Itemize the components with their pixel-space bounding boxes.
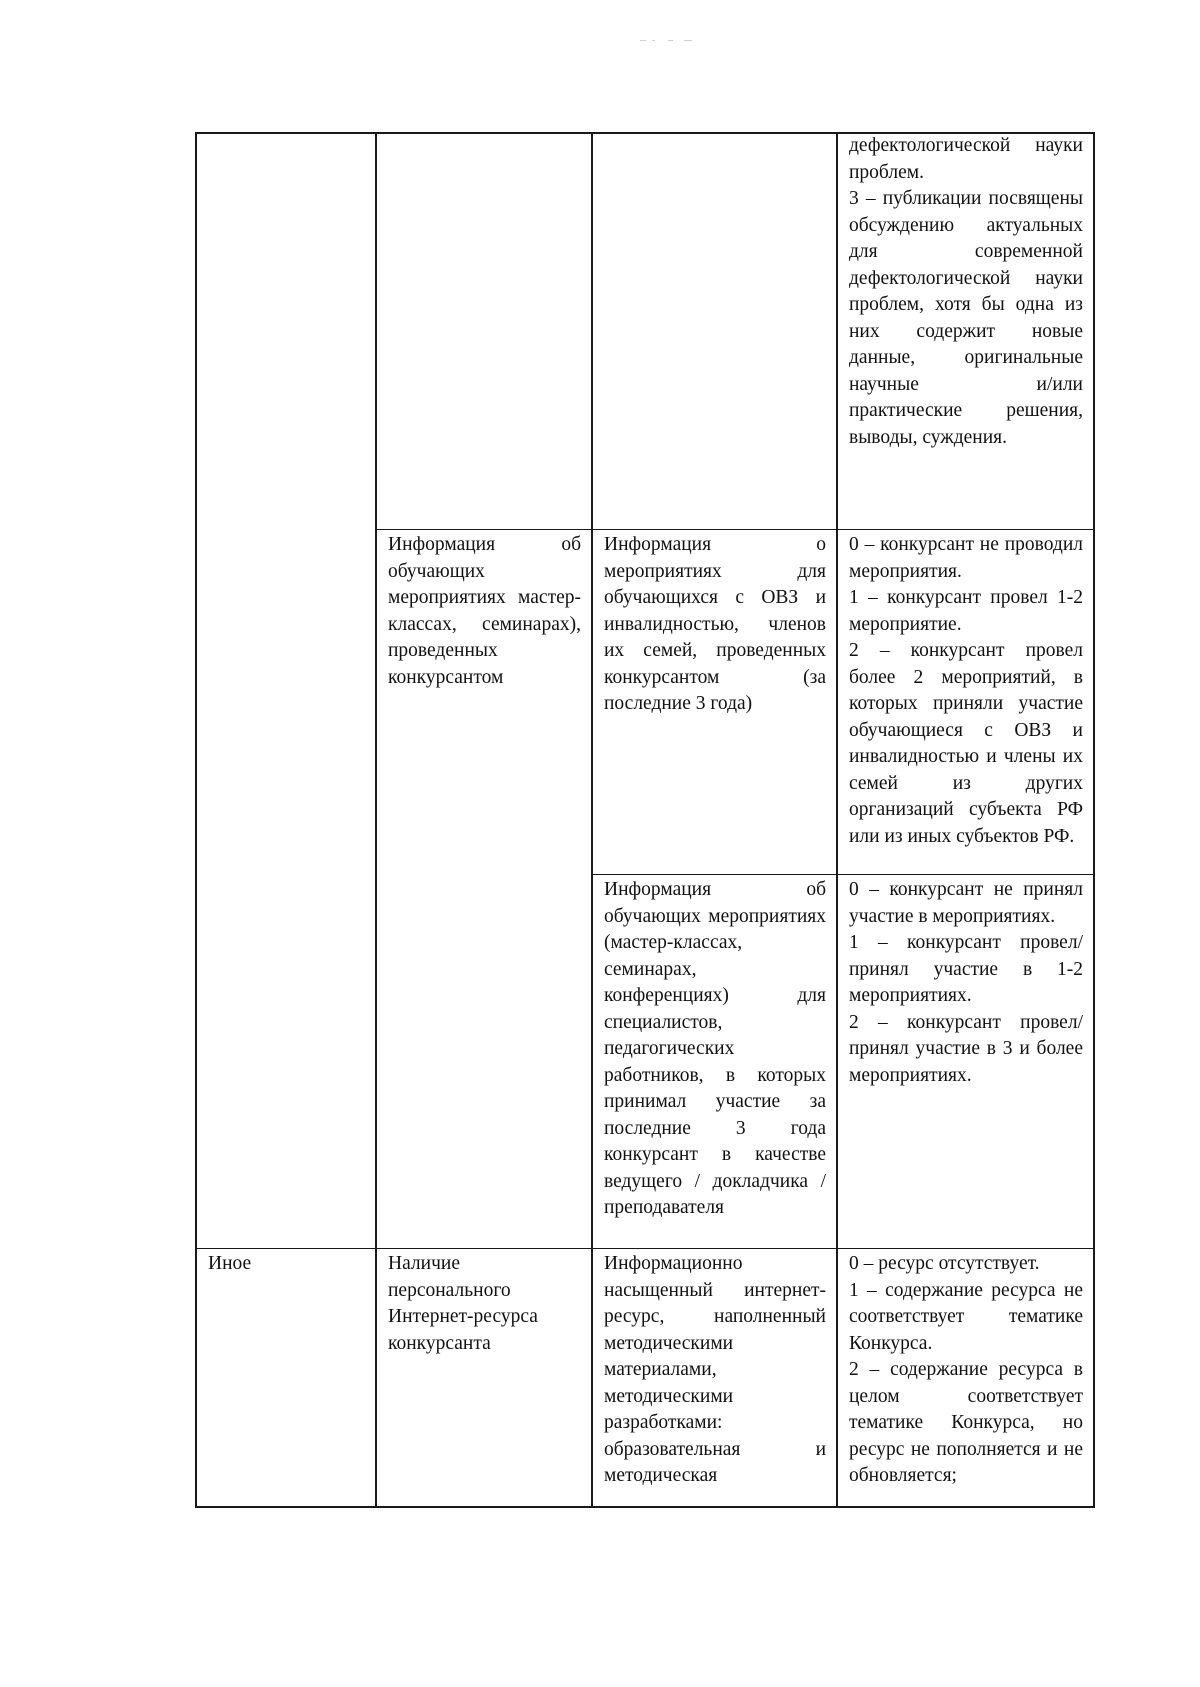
row4-category-text: Иное <box>208 1253 252 1274</box>
row4-indicator-text: Информационно насыщенный интернет-ресурс, наполненный методическими материалами, методическими разработками: образовательная и методическая <box>604 1253 826 1486</box>
row2-criterion-cell <box>377 532 591 691</box>
row4-criterion-cell <box>377 1251 591 1357</box>
row3-score-line-3: 2 – конкурсант провел/ принял участие в 3 и более мероприятиях. <box>849 1011 1083 1086</box>
row3-score-cell <box>838 877 1093 1089</box>
row-divider-2 <box>591 874 1095 875</box>
row4-score-line-1: 0 – ресурс отсутствует. <box>849 1253 1040 1274</box>
row2-indicator-cell <box>593 532 836 718</box>
row4-score-cell <box>838 1251 1093 1490</box>
table-right-border <box>1093 132 1095 1508</box>
row2-score-line-1: 0 – конкурсант не проводил мероприятия. <box>849 534 1083 582</box>
row2-criterion-text: Информация об обучающих мероприятиях мастер-классах, семинарах), проведенных конкурсантом <box>388 534 581 688</box>
row1-score-line-2: 3 – публикации посвящены обсуждению актуальных для современной дефектологической науки проблем, хотя бы одна из них содержит новые данные, оригинальные научные и/или практические решения, выводы, суждения. <box>849 188 1083 448</box>
row4-score-line-3: 2 – содержание ресурса в целом соответствует тематике Конкурса, но ресурс не пополняется и не обновляется; <box>849 1359 1083 1486</box>
row2-score-cell <box>838 532 1093 850</box>
row4-category-cell <box>197 1251 375 1278</box>
table-bottom-border <box>195 1506 1095 1508</box>
row4-criterion-text: Наличие персонального Интернет-ресурса конкурсанта <box>388 1253 538 1354</box>
table-left-border <box>195 132 197 1508</box>
row2-score-line-2: 1 – конкурсант провел 1-2 мероприятие. <box>849 587 1083 635</box>
row-divider-3 <box>195 1248 1095 1249</box>
row3-score-line-2: 1 – конкурсант провел/ принял участие в 1-2 мероприятиях. <box>849 932 1083 1006</box>
row3-indicator-cell <box>593 877 836 1222</box>
row4-score-line-2: 1 – содержание ресурса не соответствует тематике Конкурса. <box>849 1279 1083 1354</box>
row-divider-1 <box>375 529 1095 530</box>
row1-score-cell <box>838 133 1093 451</box>
row4-indicator-cell <box>593 1251 836 1490</box>
row2-score-line-3: 2 – конкурсант провел более 2 мероприятий, в которых приняли участие обучающиеся с ОВЗ и инвалидностью и члены их семей из других организаций субъекта РФ или из иных субъектов РФ. <box>849 640 1083 847</box>
row2-indicator-text: Информация о мероприятиях для обучающихся с ОВЗ и инвалидностью, членов их семей, проведенных конкурсантом (за последние 3 года) <box>604 534 826 714</box>
scan-artifact <box>640 36 710 46</box>
criteria-table <box>195 132 1095 1508</box>
row3-indicator-text: Информация об обучающих мероприятиях (мастер-классах, семинарах, конференциях) для специалистов, педагогических работников, в которых принимал участие за последние 3 года конкурсант в качестве ведущего / докладчика / преподавателя <box>604 879 826 1218</box>
row1-score-line-1: дефектологической науки проблем. <box>849 135 1083 183</box>
row3-score-line-1: 0 – конкурсант не принял участие в мероприятиях. <box>849 879 1083 927</box>
